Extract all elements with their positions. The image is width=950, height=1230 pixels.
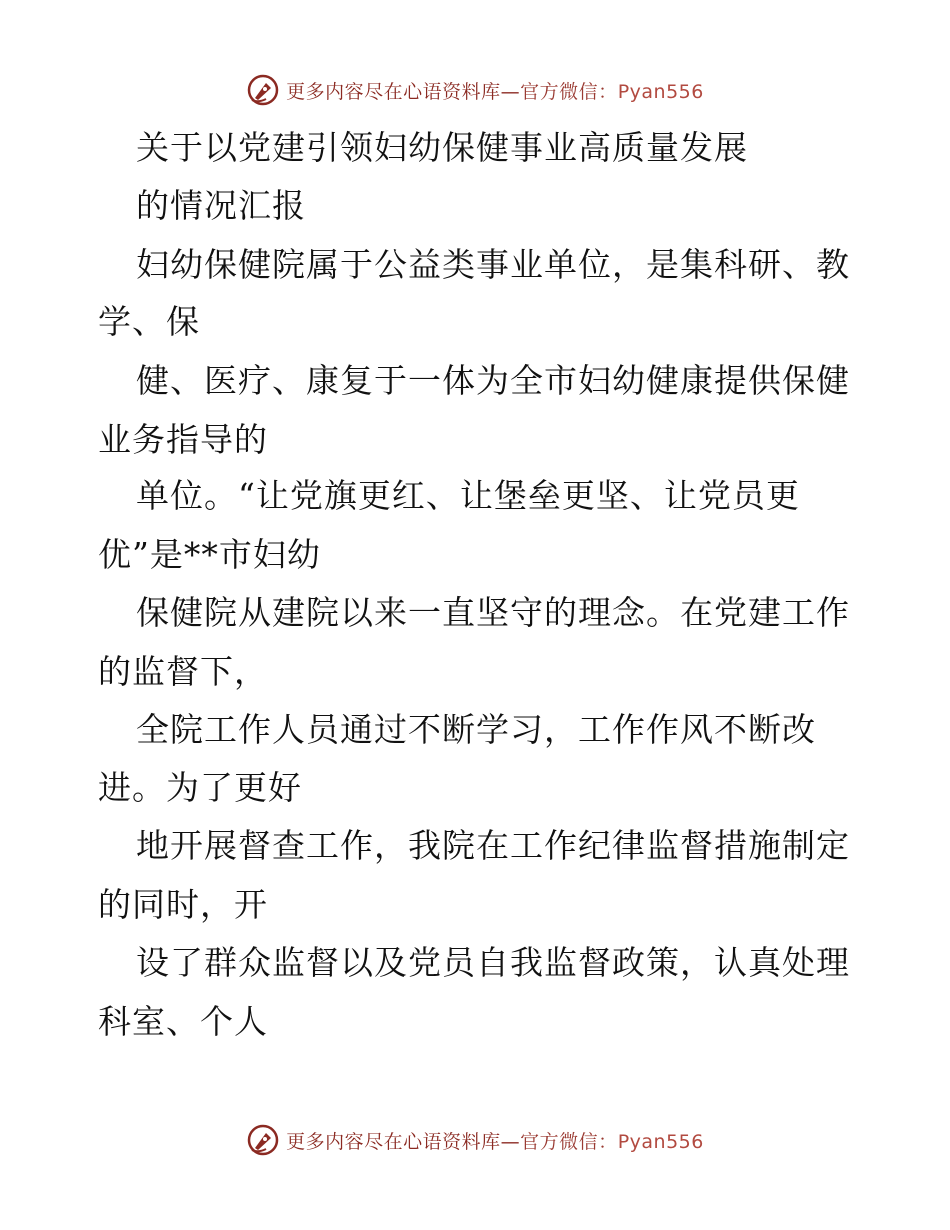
paragraph-line: 业务指导的 bbox=[98, 420, 268, 459]
watermark-handle: Pyan556 bbox=[617, 80, 704, 103]
paragraph-line: 设了群众监督以及党员自我监督政策，认真处理 bbox=[136, 943, 850, 982]
watermark-site: 更多内容尽在心语资料库 bbox=[286, 1130, 501, 1153]
paragraph-line: 进。为了更好 bbox=[98, 768, 302, 807]
pen-nib-logo-icon bbox=[246, 73, 280, 107]
watermark-wechat-label: 官方微信： bbox=[520, 80, 618, 103]
footer-watermark-banner bbox=[0, 1122, 950, 1158]
paragraph-line: 妇幼保健院属于公益类事业单位，是集科研、教 bbox=[136, 245, 850, 284]
paragraph-line: 地开展督查工作，我院在工作纪律监督措施制定 bbox=[136, 826, 850, 865]
paragraph-line: 健、医疗、康复于一体为全市妇幼健康提供保健 bbox=[136, 361, 850, 400]
paragraph-line: 科室、个人 bbox=[98, 1002, 268, 1041]
watermark-handle: Pyan556 bbox=[617, 1130, 704, 1153]
watermark-text bbox=[286, 77, 704, 104]
paragraph-line: 学、保 bbox=[98, 302, 200, 341]
paragraph-line: 单位。“让党旗更红、让堡垒更坚、让党员更 bbox=[136, 476, 800, 515]
paragraph-line: 的同时，开 bbox=[98, 885, 268, 924]
pen-nib-logo-icon bbox=[246, 1123, 280, 1157]
title-line-2: 的情况汇报 bbox=[136, 186, 306, 225]
watermark-text bbox=[286, 1127, 704, 1154]
title-line-1: 关于以党建引领妇幼保健事业高质量发展 bbox=[136, 128, 748, 167]
watermark-site: 更多内容尽在心语资料库 bbox=[286, 80, 501, 103]
paragraph-line: 全院工作人员通过不断学习，工作作风不断改 bbox=[136, 710, 816, 749]
paragraph-line: 的监督下， bbox=[98, 652, 268, 691]
watermark-dash: — bbox=[500, 80, 521, 103]
watermark-dash: — bbox=[500, 1130, 521, 1153]
paragraph-line: 优”是**市妇幼 bbox=[98, 535, 321, 574]
watermark-wechat-label: 官方微信： bbox=[520, 1130, 618, 1153]
header-watermark-banner bbox=[0, 72, 950, 108]
paragraph-line: 保健院从建院以来一直坚守的理念。在党建工作 bbox=[136, 593, 850, 632]
